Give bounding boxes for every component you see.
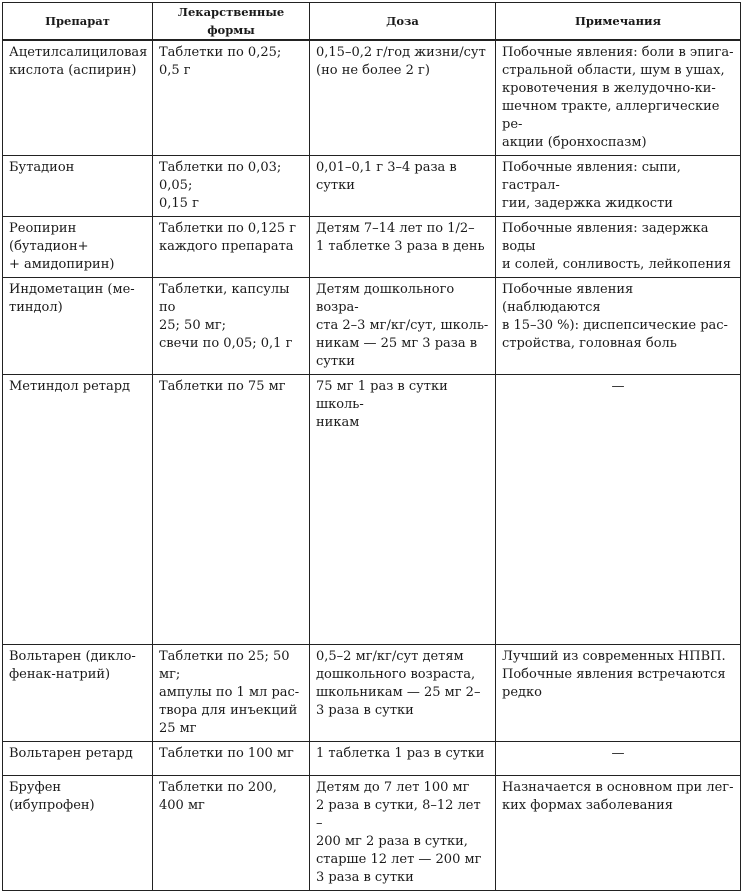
notes-cell [496,40,741,156]
cell-text-line: 25; 50 мг; [159,318,227,333]
header-notes: Примечания [496,3,741,41]
cell-text-line: 0,15–0,2 г/год жизни/сут [316,45,486,60]
cell-text-line: дошкольного возраста, [316,667,476,682]
cell-text-line: ста 2–3 мг/кг/сут, школь- [316,318,489,333]
cell-text-line: Ацетилсалициловая [9,45,148,60]
cell-text-line: Индометацин (ме- [9,282,135,297]
cell-text-line: Побочные явления: боли в эпига- [502,45,734,60]
table-row [3,742,741,776]
table-row [3,217,741,278]
cell-text-line: + амидопирин) [9,257,115,272]
dosage-forms-cell [153,40,310,156]
dosage-forms-cell [153,645,310,742]
cell-text-line: — [611,379,625,394]
table-row [3,375,741,645]
cell-text-line: Побочные явления встречаются [502,667,726,682]
dose-cell [310,375,496,645]
cell-text-line: ампулы по 1 мл рас- [159,685,300,700]
drug-table [2,2,741,891]
cell-text-line: стральной области, шум в ушах, [502,63,725,78]
table-row [3,278,741,375]
cell-text-line: Назначается в основном при лег- [502,780,734,795]
cell-text-line: Метиндол ретард [9,379,131,394]
notes-cell [496,645,741,742]
drug-name-cell [3,217,153,278]
dosage-forms-cell [153,742,310,776]
dose-cell [310,40,496,156]
dose-cell [310,156,496,217]
cell-text-line: стройства, головная боль [502,336,677,351]
cell-text-line: Побочные явления: сыпи, гастрал- [502,160,681,193]
table-row [3,645,741,742]
cell-text-line: Бруфен [9,780,62,795]
cell-text-line: твора для инъекций [159,703,298,718]
cell-text-line: Вольтарен (дикло- [9,649,136,664]
drug-name-cell [3,742,153,776]
cell-text-line: Детям до 7 лет 100 мг [316,780,470,795]
drug-name-cell [3,645,153,742]
cell-text-line: Таблетки по 0,25; 0,5 г [159,45,282,78]
cell-text-line: старше 12 лет — 200 мг [316,852,482,867]
cell-text-line: 1 таблетка 1 раз в сутки [316,746,485,761]
drug-name-cell [3,776,153,891]
drug-name-cell [3,375,153,645]
cell-text-line: свечи по 0,05; 0,1 г [159,336,293,351]
cell-text-line: 75 мг 1 раз в сутки школь- [316,379,448,412]
dosage-forms-cell [153,375,310,645]
cell-text-line: в 15–30 %): диспепсические рас- [502,318,728,333]
dose-cell [310,217,496,278]
cell-text-line: Детям дошкольного возра- [316,282,455,315]
cell-text-line: и солей, сонливость, лейкопения [502,257,731,272]
cell-text-line: фенак-натрий) [9,667,111,682]
cell-text-line: Лучший из современных НПВП. [502,649,726,664]
cell-text-line: Побочные явления (наблюдаются [502,282,634,315]
header-forms: Лекарственные формы [153,3,310,41]
cell-text-line: 2 раза в сутки, 8–12 лет – [316,798,481,831]
cell-text-line: Таблетки по 0,03; 0,05; [159,160,282,193]
cell-text-line: кислота (аспирин) [9,63,137,78]
notes-cell [496,217,741,278]
notes-cell [496,278,741,375]
dosage-forms-cell [153,156,310,217]
drug-name-cell [3,40,153,156]
cell-text-line: никам [316,415,360,430]
cell-text-line: (ибупрофен) [9,798,95,813]
cell-text-line: кровотечения в желудочно-ки- [502,81,716,96]
cell-text-line: каждого препарата [159,239,294,254]
cell-text-line: Таблетки по 75 мг [159,379,286,394]
cell-text-line: школьникам — 25 мг 2– [316,685,481,700]
cell-text-line: гии, задержка жидкости [502,196,673,211]
cell-text-line: 3 раза в сутки [316,870,414,885]
cell-text-line: тиндол) [9,300,63,315]
cell-text-line: Детям 7–14 лет по 1/2– [316,221,475,236]
cell-text-line: акции (бронхоспазм) [502,135,647,150]
cell-text-line: редко [502,685,542,700]
header-dose: Доза [310,3,496,41]
notes-cell [496,742,741,776]
drug-name-cell [3,156,153,217]
cell-text-line: 1 таблетке 3 раза в день [316,239,485,254]
dosage-forms-cell [153,278,310,375]
dose-cell [310,776,496,891]
cell-text-line: никам — 25 мг 3 раза в сутки [316,336,478,369]
cell-text-line: (но не более 2 г) [316,63,430,78]
cell-text-line: Таблетки по 100 мг [159,746,294,761]
cell-text-line: 3 раза в сутки [316,703,414,718]
cell-text-line: Реопирин (бутадион+ [9,221,89,254]
notes-cell [496,375,741,645]
notes-cell [496,776,741,891]
cell-text-line: ких формах заболевания [502,798,673,813]
cell-text-line: 200 мг 2 раза в сутки, [316,834,468,849]
cell-text-line: Вольтарен ретард [9,746,133,761]
header-drug: Препарат [3,3,153,41]
cell-text-line: Бутадион [9,160,75,175]
dose-cell [310,645,496,742]
cell-text-line: шечном тракте, аллергические ре- [502,99,720,132]
cell-text-line: 25 мг [159,721,197,736]
cell-text-line: Таблетки по 25; 50 мг; [159,649,290,682]
cell-text-line: — [611,746,625,761]
drug-name-cell [3,278,153,375]
table-header-row [3,3,741,41]
cell-text-line: 0,15 г [159,196,199,211]
cell-text-line: Таблетки по 200, 400 мг [159,780,277,813]
cell-text-line: 0,5–2 мг/кг/сут детям [316,649,464,664]
notes-cell [496,156,741,217]
cell-text-line: 0,01–0,1 г 3–4 раза в сутки [316,160,457,193]
table-row [3,156,741,217]
cell-text-line: Таблетки, капсулы по [159,282,290,315]
dose-cell [310,278,496,375]
table-row [3,776,741,891]
dose-cell [310,742,496,776]
cell-text-line: Таблетки по 0,125 г [159,221,297,236]
dosage-forms-cell [153,217,310,278]
dosage-forms-cell [153,776,310,891]
cell-text-line: Побочные явления: задержка воды [502,221,709,254]
table-row [3,40,741,156]
